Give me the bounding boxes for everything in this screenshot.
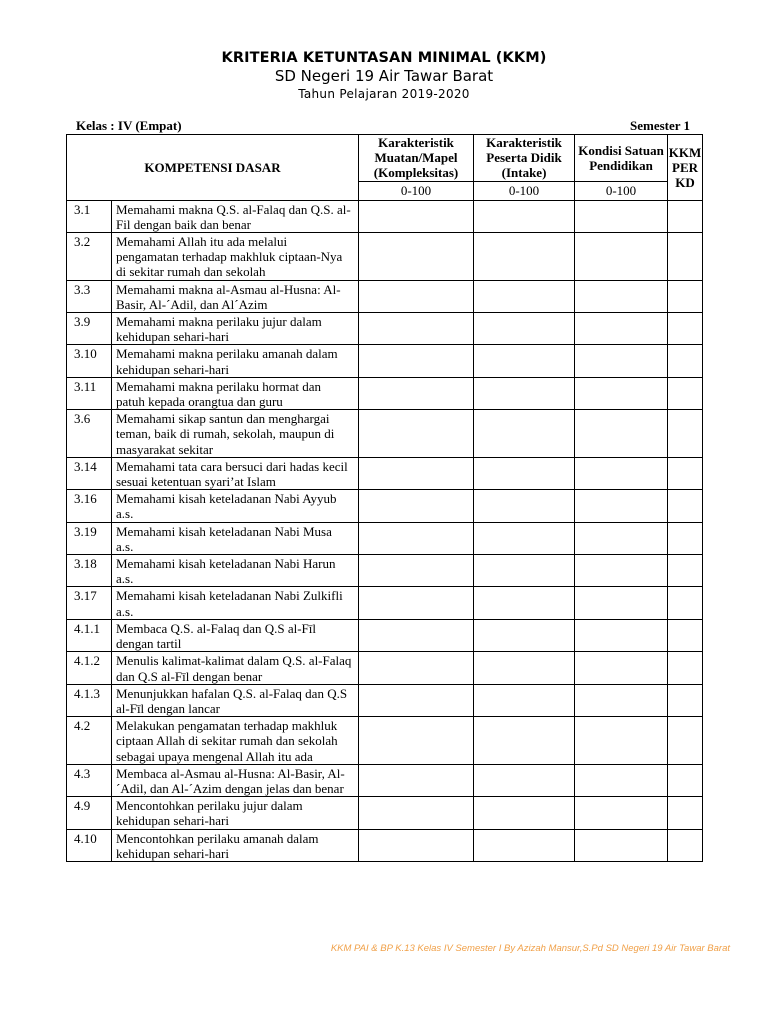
kkm-cell[interactable] [668, 652, 703, 684]
intake-cell[interactable] [474, 555, 575, 587]
kompleksitas-cell[interactable] [359, 652, 474, 684]
kd-description: Memahami makna perilaku amanah dalam kehidupan sehari-hari [112, 345, 359, 377]
kd-description: Memahami kisah keteladanan Nabi Harun a.s. [112, 555, 359, 587]
intake-cell[interactable] [474, 457, 575, 489]
kd-number: 3.6 [67, 410, 112, 458]
kkm-cell[interactable] [668, 684, 703, 716]
kompleksitas-cell[interactable] [359, 717, 474, 765]
kondisi-cell[interactable] [575, 829, 668, 861]
kompleksitas-cell[interactable] [359, 522, 474, 554]
table-row [67, 652, 703, 684]
kd-description: Membaca al-Asmau al-Husna: Al-Basir, Al-´Adil, dan Al-´Azim dengan jelas dan benar [112, 764, 359, 796]
kd-number: 4.1.1 [67, 619, 112, 651]
intake-cell[interactable] [474, 797, 575, 829]
kompleksitas-cell[interactable] [359, 313, 474, 345]
kkm-cell[interactable] [668, 555, 703, 587]
kompleksitas-cell[interactable] [359, 410, 474, 458]
table-row [67, 280, 703, 312]
kd-description: Memahami makna perilaku hormat dan patuh kepada orangtua dan guru [112, 377, 359, 409]
table-row [67, 233, 703, 281]
range-intake: 0-100 [474, 181, 575, 200]
table-row [67, 764, 703, 796]
table-row [67, 619, 703, 651]
kondisi-cell[interactable] [575, 200, 668, 232]
intake-cell[interactable] [474, 652, 575, 684]
kd-description: Melakukan pengamatan terhadap makhluk ciptaan Allah di sekitar rumah dan sekolah sebagai upaya mengenal Allah itu ada [112, 717, 359, 765]
kd-rows [67, 200, 703, 861]
kd-number: 3.2 [67, 233, 112, 281]
kkm-cell[interactable] [668, 522, 703, 554]
kompleksitas-cell[interactable] [359, 200, 474, 232]
kd-number: 4.9 [67, 797, 112, 829]
kondisi-cell[interactable] [575, 457, 668, 489]
class-label: Kelas : IV (Empat) [76, 118, 182, 133]
semester-label: Semester 1 [630, 118, 691, 133]
kd-number: 4.10 [67, 829, 112, 861]
kd-number: 3.1 [67, 200, 112, 232]
header-intake: Karakteristik Peserta Didik (Intake) [474, 135, 575, 182]
kd-number: 3.9 [67, 313, 112, 345]
kkm-cell[interactable] [668, 619, 703, 651]
kd-number: 4.3 [67, 764, 112, 796]
kkm-cell[interactable] [668, 233, 703, 281]
kkm-cell[interactable] [668, 797, 703, 829]
table-row [67, 457, 703, 489]
header-kompleksitas: Karakteristik Muatan/Mapel (Kompleksitas) [359, 135, 474, 182]
kondisi-cell[interactable] [575, 233, 668, 281]
intake-cell[interactable] [474, 345, 575, 377]
kd-description: Memahami kisah keteladanan Nabi Musa a.s. [112, 522, 359, 554]
kompleksitas-cell[interactable] [359, 233, 474, 281]
kd-number: 4.1.3 [67, 684, 112, 716]
intake-cell[interactable] [474, 587, 575, 619]
table-row [67, 345, 703, 377]
intake-cell[interactable] [474, 764, 575, 796]
kondisi-cell[interactable] [575, 377, 668, 409]
intake-cell[interactable] [474, 233, 575, 281]
kkm-cell[interactable] [668, 280, 703, 312]
intake-cell[interactable] [474, 280, 575, 312]
kd-description: Memahami kisah keteladanan Nabi Ayyub a.s. [112, 490, 359, 522]
kd-number: 3.3 [67, 280, 112, 312]
kondisi-cell[interactable] [575, 555, 668, 587]
kd-description: Mencontohkan perilaku jujur dalam kehidupan sehari-hari [112, 797, 359, 829]
intake-cell[interactable] [474, 717, 575, 765]
kd-description: Membaca Q.S. al-Falaq dan Q.S al-Fīl dengan tartil [112, 619, 359, 651]
intake-cell[interactable] [474, 684, 575, 716]
kd-description: Memahami makna perilaku jujur dalam kehidupan sehari-hari [112, 313, 359, 345]
school-name: SD Negeri 19 Air Tawar Barat [274, 67, 494, 85]
kd-number: 3.11 [67, 377, 112, 409]
kondisi-cell[interactable] [575, 522, 668, 554]
kompleksitas-cell[interactable] [359, 345, 474, 377]
kondisi-cell[interactable] [575, 410, 668, 458]
kondisi-cell[interactable] [575, 313, 668, 345]
kondisi-cell[interactable] [575, 345, 668, 377]
kompleksitas-cell[interactable] [359, 587, 474, 619]
table-row [67, 377, 703, 409]
intake-cell[interactable] [474, 200, 575, 232]
table-row [67, 797, 703, 829]
kkm-cell[interactable] [668, 313, 703, 345]
kkm-cell[interactable] [668, 200, 703, 232]
kompleksitas-cell[interactable] [359, 555, 474, 587]
kondisi-cell[interactable] [575, 490, 668, 522]
kompleksitas-cell[interactable] [359, 490, 474, 522]
kondisi-cell[interactable] [575, 652, 668, 684]
kd-number: 3.18 [67, 555, 112, 587]
table-row [67, 829, 703, 861]
kd-description: Memahami tata cara bersuci dari hadas kecil sesuai ketentuan syari’at Islam [112, 457, 359, 489]
kkm-cell[interactable] [668, 377, 703, 409]
kkm-cell[interactable] [668, 457, 703, 489]
kd-number: 3.10 [67, 345, 112, 377]
kd-description: Memahami Allah itu ada melalui pengamatan terhadap makhluk ciptaan-Nya di sekitar rumah dan sekolah [112, 233, 359, 281]
kd-description: Memahami makna al-Asmau al-Husna: Al-Basir, Al-´Adil, dan Al´Azim [112, 280, 359, 312]
table-row [67, 313, 703, 345]
kondisi-cell[interactable] [575, 280, 668, 312]
document-title: KRITERIA KETUNTASAN MINIMAL (KKM) [221, 50, 547, 66]
kompleksitas-cell[interactable] [359, 829, 474, 861]
kondisi-cell[interactable] [575, 797, 668, 829]
table-row [67, 555, 703, 587]
kondisi-cell[interactable] [575, 764, 668, 796]
kkm-cell[interactable] [668, 490, 703, 522]
kompleksitas-cell[interactable] [359, 684, 474, 716]
kkm-cell[interactable] [668, 345, 703, 377]
header-kompetensi-dasar: KOMPETENSI DASAR [67, 135, 359, 201]
intake-cell[interactable] [474, 522, 575, 554]
intake-cell[interactable] [474, 313, 575, 345]
range-kompleksitas: 0-100 [359, 181, 474, 200]
intake-cell[interactable] [474, 377, 575, 409]
kondisi-cell[interactable] [575, 619, 668, 651]
kkm-cell[interactable] [668, 410, 703, 458]
header-kkm-per-kd: KKM PER KD [668, 135, 703, 201]
kd-number: 4.2 [67, 717, 112, 765]
kompleksitas-cell[interactable] [359, 764, 474, 796]
header-kondisi: Kondisi Satuan Pendidikan [575, 135, 668, 182]
intake-cell[interactable] [474, 829, 575, 861]
kompleksitas-cell[interactable] [359, 797, 474, 829]
range-kondisi: 0-100 [575, 181, 668, 200]
kkm-cell[interactable] [668, 764, 703, 796]
kd-description: Memahami kisah keteladanan Nabi Zulkifli a.s. [112, 587, 359, 619]
kkm-cell[interactable] [668, 829, 703, 861]
kondisi-cell[interactable] [575, 684, 668, 716]
table-row [67, 490, 703, 522]
kompleksitas-cell[interactable] [359, 619, 474, 651]
kd-description: Memahami sikap santun dan menghargai teman, baik di rumah, sekolah, maupun di masyarakat sekitar [112, 410, 359, 458]
kd-description: Memahami makna Q.S. al-Falaq dan Q.S. al-Fil dengan baik dan benar [112, 200, 359, 232]
academic-year: Tahun Pelajaran 2019-2020 [298, 87, 470, 101]
kkm-table [66, 134, 703, 862]
kd-number: 3.19 [67, 522, 112, 554]
kd-description: Mencontohkan perilaku amanah dalam kehidupan sehari-hari [112, 829, 359, 861]
kd-number: 4.1.2 [67, 652, 112, 684]
kompleksitas-cell[interactable] [359, 280, 474, 312]
kompleksitas-cell[interactable] [359, 377, 474, 409]
table-row [67, 522, 703, 554]
kondisi-cell[interactable] [575, 717, 668, 765]
table-row [67, 200, 703, 232]
table-row [67, 410, 703, 458]
table-row [67, 587, 703, 619]
kompleksitas-cell[interactable] [359, 457, 474, 489]
kd-number: 3.16 [67, 490, 112, 522]
table-row [67, 717, 703, 765]
kd-description: Menunjukkan hafalan Q.S. al-Falaq dan Q.S al-Fīl dengan lancar [112, 684, 359, 716]
intake-cell[interactable] [474, 490, 575, 522]
footer-credit: KKM PAI & BP K.13 Kelas IV Semester I By Azizah Mansur,S.Pd SD Negeri 19 Air Tawar Barat [330, 943, 730, 954]
kd-number: 3.14 [67, 457, 112, 489]
kd-number: 3.17 [67, 587, 112, 619]
intake-cell[interactable] [474, 619, 575, 651]
kd-description: Menulis kalimat-kalimat dalam Q.S. al-Falaq dan Q.S al-Fīl dengan benar [112, 652, 359, 684]
kkm-cell[interactable] [668, 717, 703, 765]
kondisi-cell[interactable] [575, 587, 668, 619]
intake-cell[interactable] [474, 410, 575, 458]
table-row [67, 684, 703, 716]
kkm-cell[interactable] [668, 587, 703, 619]
